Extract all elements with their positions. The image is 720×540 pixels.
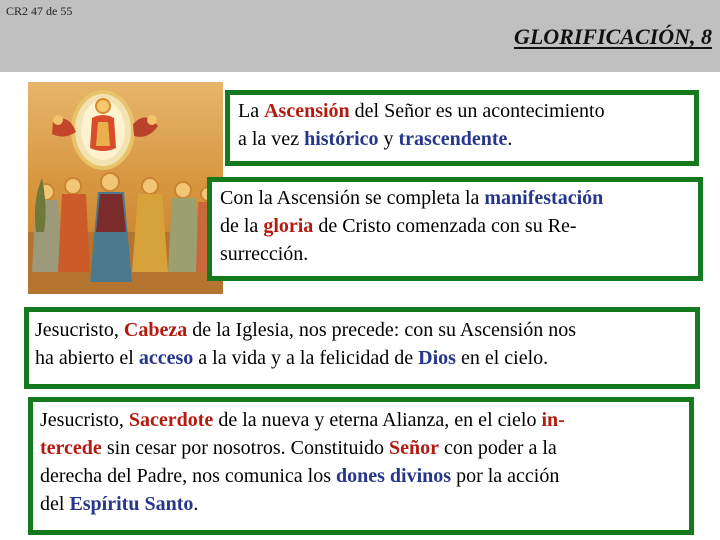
text: Jesucristo,: [40, 409, 129, 431]
text: La: [238, 100, 265, 122]
highlight-trascendente: trascendente: [398, 128, 508, 150]
highlight-intercede-1: in-: [541, 409, 565, 431]
highlight-espiritu-santo: Espíritu Santo: [69, 493, 194, 515]
text: y: [378, 128, 399, 150]
text: Con la Ascensión se completa la: [220, 187, 485, 209]
highlight-historico: histórico: [304, 128, 379, 150]
box2-line1: [220, 184, 698, 212]
text: de Cristo comenzada con su Re-: [313, 215, 577, 237]
header-bar: [0, 0, 720, 72]
text: surrección.: [220, 243, 309, 265]
text: en el cielo.: [455, 347, 549, 369]
box1-line1: [238, 97, 694, 125]
box3-line2: [35, 344, 695, 372]
text: de la Iglesia, nos precede: con su Ascensión nos: [187, 319, 577, 341]
text: .: [193, 493, 199, 515]
text: de la nueva y eterna Alianza, en el cielo: [213, 409, 542, 431]
text-box-sacerdote: [28, 397, 694, 535]
box1-line2: [238, 125, 694, 153]
highlight-cabeza: Cabeza: [123, 319, 188, 341]
box4-line2: [40, 434, 689, 462]
highlight-intercede-2: tercede: [40, 437, 102, 459]
box3-line1: [35, 316, 695, 344]
text: de la: [220, 215, 264, 237]
highlight-sacerdote: Sacerdote: [128, 409, 214, 431]
page-title: GLORIFICACIÓN, 8: [513, 24, 712, 49]
text: Jesucristo,: [35, 319, 124, 341]
text: ha abierto el: [35, 347, 139, 369]
ascension-icon: [28, 82, 223, 294]
text: a la vez: [238, 128, 305, 150]
highlight-dios: Dios: [418, 347, 456, 369]
text: sin cesar por nosotros. Constituido: [101, 437, 390, 459]
text-box-manifestacion: [207, 177, 703, 281]
text: derecha del Padre, nos comunica los: [40, 465, 337, 487]
text-box-ascension: [225, 90, 699, 166]
box2-line3: [220, 240, 698, 268]
box2-line2: [220, 212, 698, 240]
highlight-ascension: Ascensión: [264, 100, 350, 122]
highlight-gloria: gloria: [263, 215, 314, 237]
highlight-dones-divinos: dones divinos: [336, 465, 452, 487]
box4-line1: [40, 406, 689, 434]
text-box-cabeza: [24, 307, 700, 389]
highlight-senor: Señor: [389, 437, 440, 459]
text: por la acción: [451, 465, 560, 487]
text: a la vida y a la felicidad de: [193, 347, 419, 369]
text: con poder a la: [439, 437, 557, 459]
slide-number: CR2 47 de 55: [6, 4, 73, 18]
box4-line4: [40, 490, 689, 518]
highlight-acceso: acceso: [138, 347, 194, 369]
highlight-manifestacion: manifestación: [484, 187, 604, 209]
box4-line3: [40, 462, 689, 490]
text: .: [507, 128, 513, 150]
text: del Señor es un acontecimiento: [349, 100, 605, 122]
text: del: [40, 493, 70, 515]
